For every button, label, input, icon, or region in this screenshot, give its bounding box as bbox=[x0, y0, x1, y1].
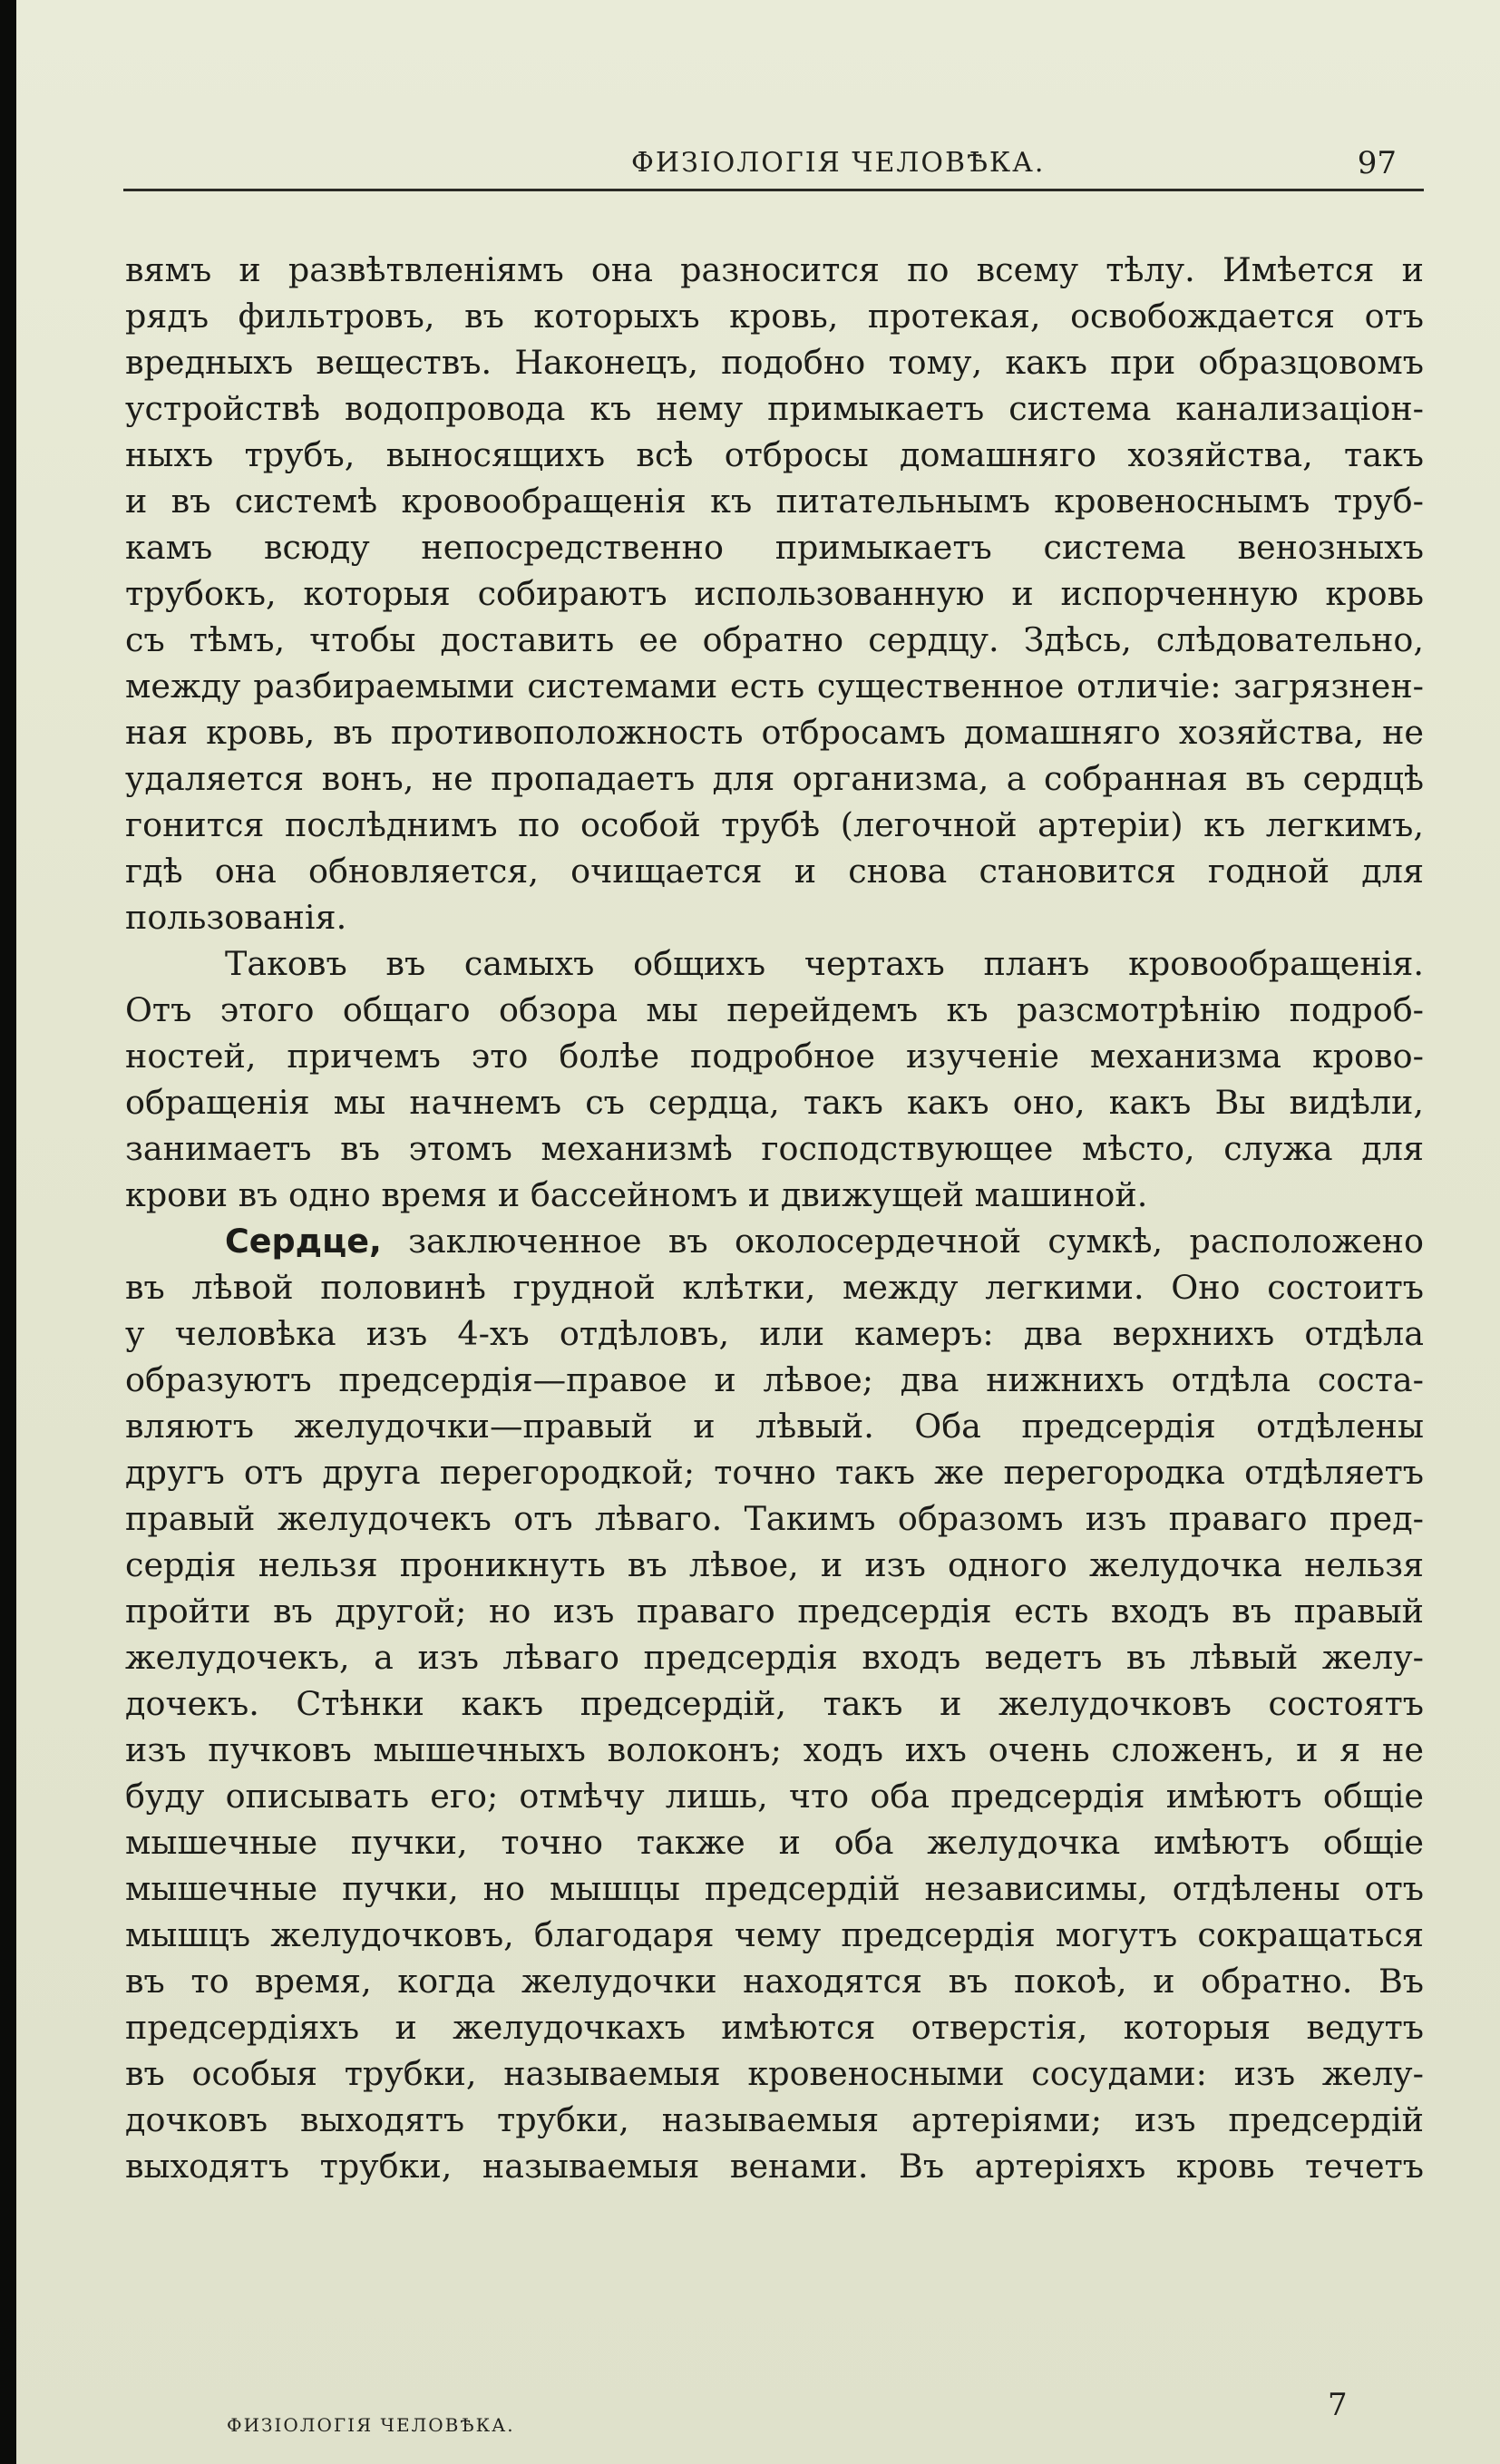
text-line: въ то время, когда желудочки находятся въ покоѣ, и обратно. Въ bbox=[125, 1962, 1424, 2001]
text-line: трубокъ, которыя собираютъ использованную и испорченную кровь bbox=[125, 574, 1424, 613]
text-line: въ лѣвой половинѣ грудной клѣтки, между легкими. Оно состоитъ bbox=[125, 1268, 1424, 1307]
text-line: устройствѣ водопровода къ нему примыкаетъ система канализаціон- bbox=[125, 389, 1424, 428]
text-line: вляютъ желудочки—правый и лѣвый. Оба предсердія отдѣлены bbox=[125, 1407, 1424, 1446]
text-line: съ тѣмъ, чтобы доставить ее обратно сердцу. Здѣсь, слѣдовательно, bbox=[125, 620, 1424, 659]
paragraph-start-line: Таковъ въ самыхъ общихъ чертахъ планъ кровообращенія. bbox=[225, 944, 1424, 983]
text-line: пройти въ другой; но изъ праваго предсердія есть входъ въ правый bbox=[125, 1592, 1424, 1631]
text-line: въ особыя трубки, называемыя кровеносными сосудами: изъ желу- bbox=[125, 2054, 1424, 2093]
signature-mark: ФИЗІОЛОГІЯ ЧЕЛОВѢКА. bbox=[227, 2414, 515, 2436]
text-line: выходятъ трубки, называемыя венами. Въ артеріяхъ кровь течетъ bbox=[125, 2147, 1424, 2186]
body-text bbox=[125, 247, 1424, 2189]
bold-term: Сердце, bbox=[225, 1222, 382, 1261]
text-line: пользованія. bbox=[125, 898, 347, 937]
text-line: между разбираемыми системами есть существенное отличіе: загрязнен- bbox=[125, 667, 1424, 706]
paragraph-start-line bbox=[125, 1218, 1424, 1264]
text-line: у человѣка изъ 4-хъ отдѣловъ, или камеръ: два верхнихъ отдѣла bbox=[125, 1314, 1424, 1353]
text-line: мышцъ желудочковъ, благодаря чему предсердія могутъ сокращаться bbox=[125, 1915, 1424, 1954]
text-line: другъ отъ друга перегородкой; точно такъ же перегородка отдѣляетъ bbox=[125, 1453, 1424, 1492]
text-line: вредныхъ веществъ. Наконецъ, подобно тому, какъ при образцовомъ bbox=[125, 343, 1424, 382]
text-line: изъ пучковъ мышечныхъ волоконъ; ходъ ихъ очень сложенъ, и я не bbox=[125, 1730, 1424, 1769]
text-line-rest: заключенное въ околосердечной сумкѣ, расположено bbox=[408, 1222, 1424, 1261]
sheet-number: 7 bbox=[1328, 2387, 1348, 2423]
text-line: занимаетъ въ этомъ механизмѣ господствующее мѣсто, служа для bbox=[125, 1129, 1424, 1168]
running-head: ФИЗІОЛОГІЯ ЧЕЛОВѢКА. bbox=[631, 147, 1046, 179]
text-line: и въ системѣ кровообращенія къ питательнымъ кровеноснымъ труб- bbox=[125, 482, 1424, 521]
text-line: мышечные пучки, но мышцы предсердій независимы, отдѣлены отъ bbox=[125, 1869, 1424, 1908]
text-line: буду описывать его; отмѣчу лишь, что оба предсердія имѣютъ общіе bbox=[125, 1777, 1424, 1816]
text-line: желудочекъ, а изъ лѣваго предсердія входъ ведетъ въ лѣвый желу- bbox=[125, 1638, 1424, 1677]
page-header bbox=[123, 147, 1424, 191]
text-line: ностей, причемъ это болѣе подробное изученіе механизма крово- bbox=[125, 1037, 1424, 1076]
text-line: камъ всюду непосредственно примыкаетъ система венозныхъ bbox=[125, 528, 1424, 567]
text-line: рядъ фильтровъ, въ которыхъ кровь, протекая, освобождается отъ bbox=[125, 297, 1424, 336]
text-line: дочекъ. Стѣнки какъ предсердій, такъ и желудочковъ состоятъ bbox=[125, 1684, 1424, 1723]
text-line: гдѣ она обновляется, очищается и снова становится годной для bbox=[125, 852, 1424, 891]
text-line: правый желудочекъ отъ лѣваго. Такимъ образомъ изъ праваго пред- bbox=[125, 1499, 1424, 1538]
text-line: дочковъ выходятъ трубки, называемыя артеріями; изъ предсердій bbox=[125, 2100, 1424, 2139]
text-line: мышечные пучки, точно также и оба желудочка имѣютъ общіе bbox=[125, 1823, 1424, 1862]
text-line: образуютъ предсердія—правое и лѣвое; два нижнихъ отдѣла соста- bbox=[125, 1360, 1424, 1399]
text-line: предсердіяхъ и желудочкахъ имѣются отверстія, которыя ведутъ bbox=[125, 2008, 1424, 2047]
text-line: Отъ этого общаго обзора мы перейдемъ къ разсмотрѣнію подроб- bbox=[125, 990, 1424, 1029]
text-line: обращенія мы начнемъ съ сердца, такъ какъ оно, какъ Вы видѣли, bbox=[125, 1083, 1424, 1122]
text-line: ныхъ трубъ, выносящихъ всѣ отбросы домашняго хозяйства, такъ bbox=[125, 435, 1424, 474]
text-line: вямъ и развѣтвленіямъ она разносится по всему тѣлу. Имѣется и bbox=[125, 250, 1424, 289]
text-line: гонится послѣднимъ по особой трубѣ (легочной артеріи) къ легкимъ, bbox=[125, 805, 1424, 844]
text-line: ная кровь, въ противоположность отбросамъ домашняго хозяйства, не bbox=[125, 713, 1424, 752]
book-page bbox=[16, 0, 1500, 2464]
text-line: крови въ одно время и бассейномъ и движущей машиной. bbox=[125, 1175, 1148, 1214]
page-number: 97 bbox=[1357, 145, 1397, 181]
text-line: сердія нельзя проникнуть въ лѣвое, и изъ одного желудочка нельзя bbox=[125, 1545, 1424, 1584]
text-line: удаляется вонъ, не пропадаетъ для организма, а собранная въ сердцѣ bbox=[125, 759, 1424, 798]
